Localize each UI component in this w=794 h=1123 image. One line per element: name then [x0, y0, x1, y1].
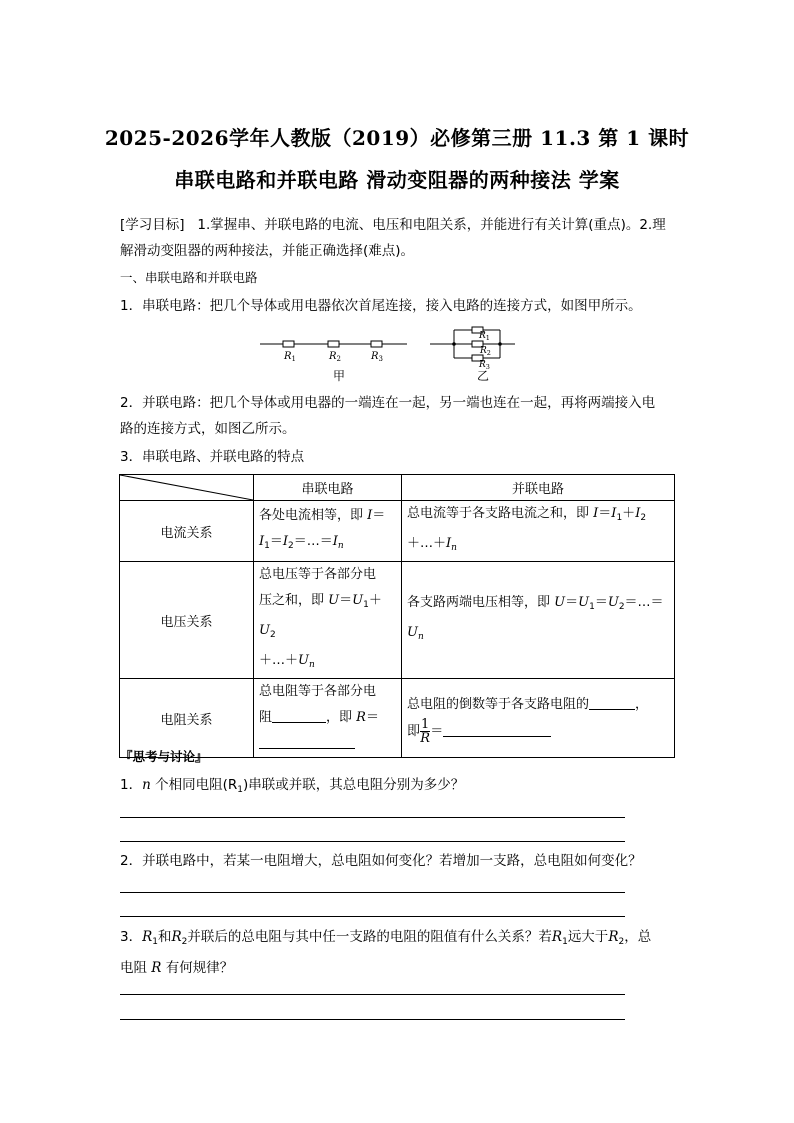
parallel-circuit	[430, 327, 515, 361]
answer-line-1b[interactable]	[120, 841, 625, 842]
table-header-row	[120, 475, 675, 501]
row-label-current: 电流关系	[120, 501, 254, 562]
goals-tag: [学习目标]	[120, 217, 185, 233]
title-line-1: 2025-2026学年人教版（2019）必修第三册 11.3 第 1 课时	[104, 126, 690, 150]
circuit-figure	[250, 322, 530, 388]
cell-current-parallel: 总电流等于各支路电流之和，即 $I=I_1+I_2$ $+\dots+I_n$	[402, 501, 675, 562]
answer-line-3b[interactable]	[120, 1019, 625, 1020]
circuit-comparison-table	[119, 474, 675, 758]
title-line-2: 串联电路和并联电路 滑动变阻器的两种接法 学案	[174, 168, 620, 192]
answer-line-1a[interactable]	[120, 817, 625, 818]
question-1: 1．n 个相同电阻$(R_1)$串联或并联，其总电阻分别为多少？	[120, 777, 465, 795]
item2-line-2: 路的连接方式，如图乙所示。	[120, 421, 296, 437]
answer-line-2a[interactable]	[120, 892, 625, 893]
series-r3-label: $R_3$	[371, 351, 383, 363]
cell-resistance-series: 总电阻等于各部分电 阻 ，即 R＝	[254, 679, 402, 758]
series-circuit	[260, 341, 407, 347]
blank-series-relation[interactable]	[272, 708, 326, 723]
cell-current-series: 各处电流相等，即 I＝ $I_1=I_2=\dots=I_n$	[254, 501, 402, 562]
answer-line-3a[interactable]	[120, 994, 625, 995]
table-row-voltage	[120, 562, 675, 679]
parallel-r1-label: $R_1$	[479, 331, 490, 342]
question-2: 2．并联电路中，若某一电阻增大，总电阻如何变化？若增加一支路，总电阻如何变化？	[120, 853, 642, 869]
series-caption: 甲	[333, 369, 346, 383]
blank-parallel-relation[interactable]	[589, 695, 635, 710]
series-r2-label: $R_2$	[329, 351, 341, 363]
question-3: 3．$R_1$和$R_2$并联后的总电阻与其中任一支路的电阻的阻值有什么关系？若$R_1$远大于$R_2$，总 电阻 R 有何规律？	[120, 929, 652, 976]
cell-voltage-parallel: 各支路两端电压相等，即 $U=U_1=U_2=\dots=$ $U_n$	[402, 562, 675, 679]
answer-line-2b[interactable]	[120, 916, 625, 917]
parallel-caption: 乙	[477, 369, 490, 383]
parallel-r3-label: $R_3$	[479, 360, 490, 371]
cell-resistance-parallel: 总电阻的倒数等于各支路电阻的 ， 即 $\frac{1}{R}$ ＝	[402, 679, 675, 758]
table-row-current	[120, 501, 675, 562]
goals-text-1: 1.掌握串、并联电路的电流、电压和电阻关系，并能进行有关计算(重点)。2.理	[197, 217, 666, 233]
row-label-resistance: 电阻关系	[120, 679, 254, 758]
item-characteristics: 3．串联电路、并联电路的特点	[120, 449, 305, 465]
parallel-r2-label: $R_2$	[480, 346, 491, 357]
table-corner-cell	[120, 475, 254, 501]
series-r1-label: $R_1$	[284, 351, 296, 363]
row-label-voltage: 电压关系	[120, 562, 254, 679]
item-parallel-definition	[120, 390, 676, 442]
header-parallel: 并联电路	[402, 475, 675, 501]
item2-line-1: 2．并联电路：把几个导体或用电器的一端连在一起，另一端也连在一起，再将两端接入电	[120, 395, 656, 411]
goals-text-2: 解滑动变阻器的两种接法，并能正确选择(难点)。	[120, 243, 415, 259]
header-series: 串联电路	[254, 475, 402, 501]
section-heading: 一、串联电路和并联电路	[120, 270, 258, 285]
discussion-heading: 『思考与讨论』	[120, 749, 208, 764]
cell-voltage-series: 总电压等于各部分电 压之和，即 $U=U_1+U_2$ $+\dots+U_n$	[254, 562, 402, 679]
diagonal-line	[120, 475, 253, 500]
learning-goals	[120, 212, 676, 264]
blank-parallel-formula[interactable]	[443, 722, 551, 737]
item-series-definition: 1．串联电路：把几个导体或用电器依次首尾连接，接入电路的连接方式，如图甲所示。	[120, 298, 642, 314]
fraction-one-over-r: $\frac{1}{R}$	[420, 716, 431, 746]
